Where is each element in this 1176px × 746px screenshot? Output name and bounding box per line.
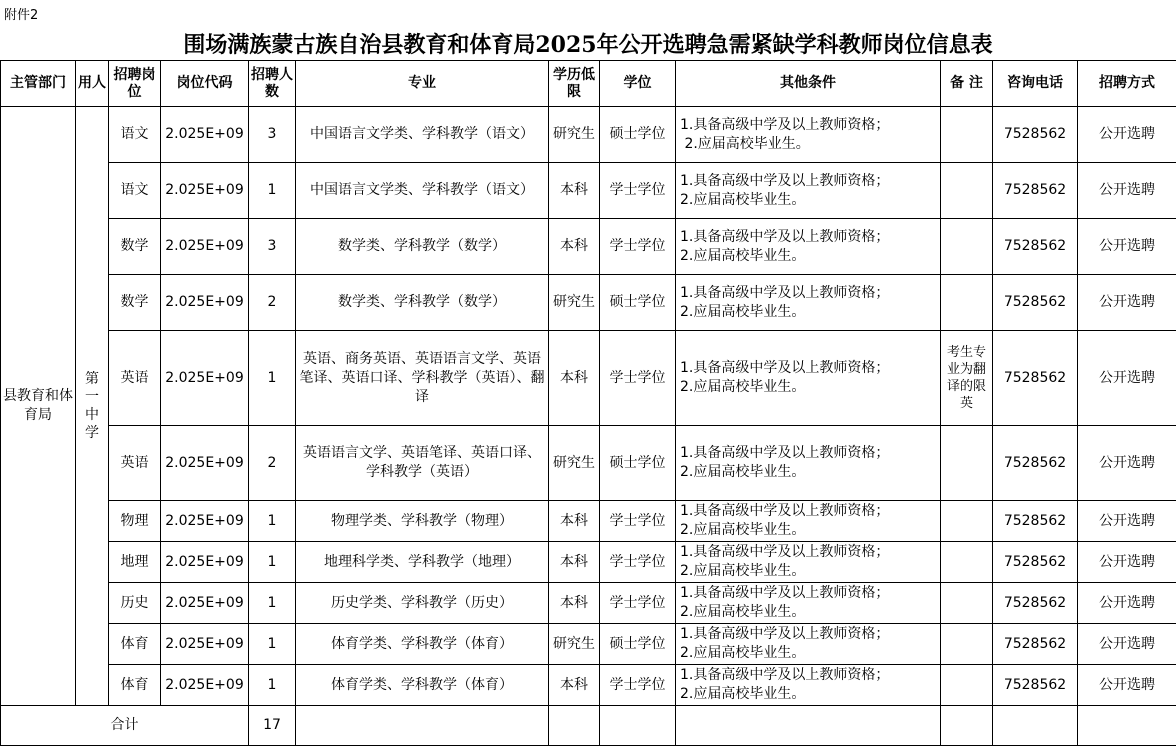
other-condition-2: 2.应届高校毕业生。: [680, 603, 938, 622]
table-row: [1, 542, 1176, 583]
header-degree: 学位: [600, 61, 676, 107]
header-phone: 咨询电话: [993, 61, 1078, 107]
other-conditions-cell: [676, 624, 941, 665]
header-other: 其他条件: [676, 61, 941, 107]
other-condition-2: 2.应届高校毕业生。: [680, 685, 938, 704]
other-conditions-cell: [676, 219, 941, 275]
other-conditions-cell: [676, 665, 941, 706]
phone-cell: 7528562: [993, 624, 1078, 665]
major-cell: 英语、商务英语、英语语言文学、英语笔译、英语口译、学科教学（英语）、翻译: [296, 331, 549, 426]
other-conditions-cell: [676, 583, 941, 624]
job-info-table: [0, 60, 1176, 746]
table-row: [1, 275, 1176, 331]
major-cell: 体育学类、学科教学（体育）: [296, 665, 549, 706]
phone-cell: 7528562: [993, 219, 1078, 275]
code-cell: 2.025E+09: [161, 219, 249, 275]
other-condition-2: 2.应届高校毕业生。: [680, 135, 938, 154]
table-row: [1, 501, 1176, 542]
code-cell: 2.025E+09: [161, 163, 249, 219]
count-cell: 2: [249, 275, 296, 331]
count-cell: 1: [249, 331, 296, 426]
header-row: [1, 61, 1176, 107]
code-cell: 2.025E+09: [161, 665, 249, 706]
code-cell: 2.025E+09: [161, 583, 249, 624]
other-condition-1: 1.具备高级中学及以上教师资格；: [680, 666, 938, 685]
other-conditions-cell: [676, 163, 941, 219]
other-condition-2: 2.应届高校毕业生。: [680, 562, 938, 581]
post-cell: 历史: [109, 583, 161, 624]
count-cell: 2: [249, 426, 296, 501]
method-cell: 公开选聘: [1078, 275, 1176, 331]
table-row: [1, 107, 1176, 163]
degree-cell: 硕士学位: [600, 275, 676, 331]
other-condition-1: 1.具备高级中学及以上教师资格；: [680, 228, 938, 247]
count-cell: 3: [249, 219, 296, 275]
remarks-cell: [941, 542, 993, 583]
post-cell: 英语: [109, 331, 161, 426]
total-empty-cell: [600, 706, 676, 746]
education-cell: 本科: [549, 163, 600, 219]
remarks-cell: [941, 331, 993, 426]
major-cell: 历史学类、学科教学（历史）: [296, 583, 549, 624]
phone-cell: 7528562: [993, 542, 1078, 583]
degree-cell: 硕士学位: [600, 107, 676, 163]
remarks-cell: [941, 624, 993, 665]
method-cell: 公开选聘: [1078, 107, 1176, 163]
remarks-cell: [941, 163, 993, 219]
annex-label: 附件2: [4, 4, 38, 23]
post-cell: 数学: [109, 275, 161, 331]
post-cell: 体育: [109, 665, 161, 706]
table-row: [1, 624, 1176, 665]
education-cell: 本科: [549, 219, 600, 275]
other-conditions-cell: [676, 501, 941, 542]
major-cell: 体育学类、学科教学（体育）: [296, 624, 549, 665]
employer-label: 第一中学: [84, 370, 100, 442]
major-cell: 英语语言文学、英语笔译、英语口译、学科教学（英语）: [296, 426, 549, 501]
education-cell: 研究生: [549, 624, 600, 665]
degree-cell: 学士学位: [600, 665, 676, 706]
total-empty-cell: [549, 706, 600, 746]
other-condition-1: 1.具备高级中学及以上教师资格；: [680, 543, 938, 562]
other-conditions-cell: [676, 275, 941, 331]
degree-cell: 学士学位: [600, 331, 676, 426]
other-condition-2: 2.应届高校毕业生。: [680, 247, 938, 266]
remarks-cell: [941, 275, 993, 331]
table-row: [1, 163, 1176, 219]
phone-cell: 7528562: [993, 501, 1078, 542]
code-cell: 2.025E+09: [161, 331, 249, 426]
table-row: [1, 331, 1176, 426]
remarks-text: 考生专业为翻译的限英: [943, 344, 990, 412]
degree-cell: 硕士学位: [600, 426, 676, 501]
table-row: [1, 426, 1176, 501]
education-cell: 本科: [549, 583, 600, 624]
total-count: 17: [249, 706, 296, 746]
remarks-cell: [941, 107, 993, 163]
total-empty-cell: [676, 706, 941, 746]
post-cell: 语文: [109, 163, 161, 219]
other-conditions-cell: [676, 331, 941, 426]
major-cell: 中国语言文学类、学科教学（语文）: [296, 163, 549, 219]
degree-cell: 学士学位: [600, 501, 676, 542]
education-cell: 研究生: [549, 107, 600, 163]
other-conditions-cell: [676, 426, 941, 501]
other-condition-1: 1.具备高级中学及以上教师资格；: [680, 172, 938, 191]
total-empty-cell: [296, 706, 549, 746]
other-condition-2: 2.应届高校毕业生。: [680, 378, 938, 397]
degree-cell: 学士学位: [600, 583, 676, 624]
other-condition-1: 1.具备高级中学及以上教师资格；: [680, 116, 938, 135]
other-condition-1: 1.具备高级中学及以上教师资格；: [680, 502, 938, 521]
post-cell: 地理: [109, 542, 161, 583]
count-cell: 1: [249, 583, 296, 624]
code-cell: 2.025E+09: [161, 624, 249, 665]
other-conditions-cell: [676, 107, 941, 163]
method-cell: 公开选聘: [1078, 624, 1176, 665]
other-conditions-cell: [676, 542, 941, 583]
remarks-cell: [941, 583, 993, 624]
other-condition-2: 2.应届高校毕业生。: [680, 521, 938, 540]
count-cell: 1: [249, 501, 296, 542]
employer-cell: [76, 107, 109, 706]
table-row: [1, 583, 1176, 624]
major-cell: 数学类、学科教学（数学）: [296, 275, 549, 331]
header-post: 招聘岗位: [109, 61, 161, 107]
degree-cell: 硕士学位: [600, 624, 676, 665]
method-cell: 公开选聘: [1078, 665, 1176, 706]
post-cell: 数学: [109, 219, 161, 275]
header-employer: 用人: [76, 61, 109, 107]
degree-cell: 学士学位: [600, 219, 676, 275]
phone-cell: 7528562: [993, 107, 1078, 163]
page-title: 围场满族蒙古族自治县教育和体育局2025年公开选聘急需紧缺学科教师岗位信息表: [0, 30, 1176, 60]
post-cell: 体育: [109, 624, 161, 665]
count-cell: 1: [249, 163, 296, 219]
other-condition-1: 1.具备高级中学及以上教师资格；: [680, 359, 938, 378]
phone-cell: 7528562: [993, 583, 1078, 624]
total-empty-cell: [993, 706, 1078, 746]
education-cell: 本科: [549, 501, 600, 542]
post-cell: 语文: [109, 107, 161, 163]
code-cell: 2.025E+09: [161, 501, 249, 542]
education-cell: 本科: [549, 665, 600, 706]
other-condition-1: 1.具备高级中学及以上教师资格；: [680, 444, 938, 463]
code-cell: 2.025E+09: [161, 426, 249, 501]
header-remarks: 备 注: [941, 61, 993, 107]
total-row: [1, 706, 1176, 746]
phone-cell: 7528562: [993, 163, 1078, 219]
method-cell: 公开选聘: [1078, 331, 1176, 426]
other-condition-1: 1.具备高级中学及以上教师资格；: [680, 284, 938, 303]
method-cell: 公开选聘: [1078, 583, 1176, 624]
other-condition-1: 1.具备高级中学及以上教师资格；: [680, 625, 938, 644]
education-cell: 本科: [549, 331, 600, 426]
post-cell: 英语: [109, 426, 161, 501]
method-cell: 公开选聘: [1078, 219, 1176, 275]
remarks-cell: [941, 501, 993, 542]
phone-cell: 7528562: [993, 275, 1078, 331]
other-condition-2: 2.应届高校毕业生。: [680, 463, 938, 482]
major-cell: 中国语言文学类、学科教学（语文）: [296, 107, 549, 163]
other-condition-2: 2.应届高校毕业生。: [680, 191, 938, 210]
education-cell: 研究生: [549, 426, 600, 501]
header-count: 招聘人数: [249, 61, 296, 107]
count-cell: 1: [249, 665, 296, 706]
count-cell: 1: [249, 624, 296, 665]
dept-cell: 县教育和体育局: [1, 107, 76, 706]
phone-cell: 7528562: [993, 665, 1078, 706]
post-cell: 物理: [109, 501, 161, 542]
other-condition-2: 2.应届高校毕业生。: [680, 303, 938, 322]
code-cell: 2.025E+09: [161, 107, 249, 163]
count-cell: 3: [249, 107, 296, 163]
total-empty-cell: [1078, 706, 1176, 746]
remarks-cell: [941, 426, 993, 501]
phone-cell: 7528562: [993, 426, 1078, 501]
total-empty-cell: [941, 706, 993, 746]
remarks-cell: [941, 665, 993, 706]
count-cell: 1: [249, 542, 296, 583]
method-cell: 公开选聘: [1078, 542, 1176, 583]
table-row: [1, 219, 1176, 275]
major-cell: 物理学类、学科教学（物理）: [296, 501, 549, 542]
method-cell: 公开选聘: [1078, 163, 1176, 219]
education-cell: 本科: [549, 542, 600, 583]
phone-cell: 7528562: [993, 331, 1078, 426]
code-cell: 2.025E+09: [161, 275, 249, 331]
method-cell: 公开选聘: [1078, 501, 1176, 542]
header-education: 学历低限: [549, 61, 600, 107]
total-label: 合计: [1, 706, 249, 746]
code-cell: 2.025E+09: [161, 542, 249, 583]
header-code: 岗位代码: [161, 61, 249, 107]
other-condition-2: 2.应届高校毕业生。: [680, 644, 938, 663]
major-cell: 数学类、学科教学（数学）: [296, 219, 549, 275]
header-method: 招聘方式: [1078, 61, 1176, 107]
degree-cell: 学士学位: [600, 163, 676, 219]
remarks-cell: [941, 219, 993, 275]
header-major: 专业: [296, 61, 549, 107]
header-dept: 主管部门: [1, 61, 76, 107]
education-cell: 研究生: [549, 275, 600, 331]
major-cell: 地理科学类、学科教学（地理）: [296, 542, 549, 583]
other-condition-1: 1.具备高级中学及以上教师资格；: [680, 584, 938, 603]
degree-cell: 学士学位: [600, 542, 676, 583]
table-row: [1, 665, 1176, 706]
method-cell: 公开选聘: [1078, 426, 1176, 501]
